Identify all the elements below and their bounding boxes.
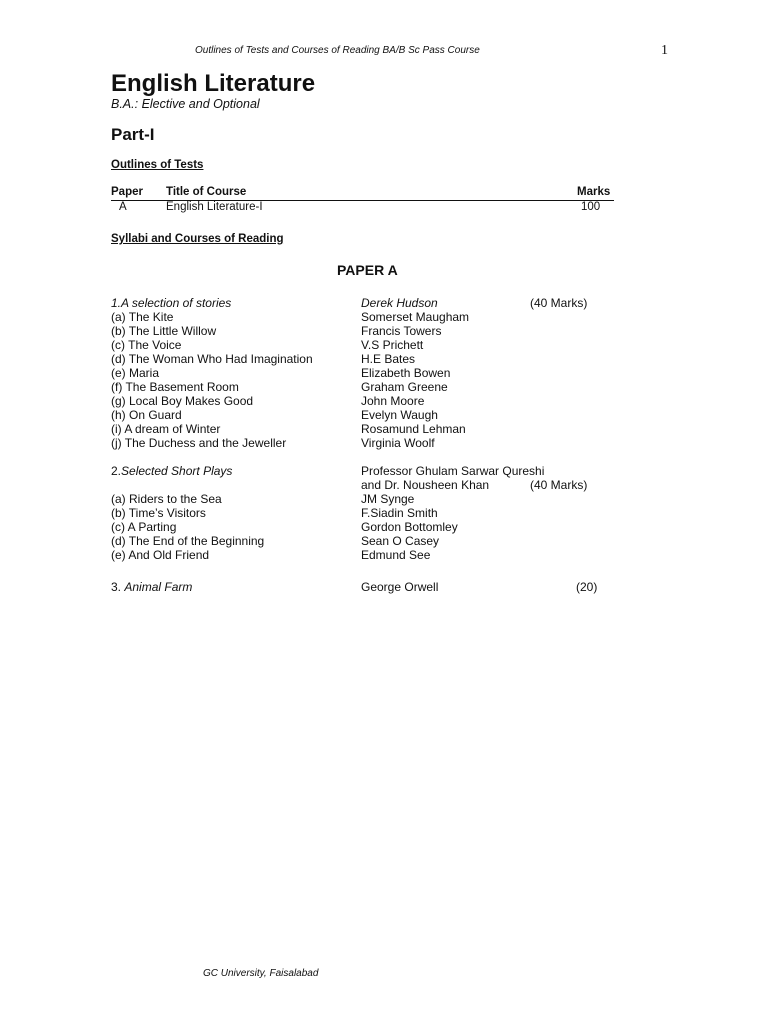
table-cell-marks: 100 [581, 201, 601, 213]
story-author: V.S Prichett [361, 338, 424, 352]
section3-marks: (20) [576, 580, 598, 594]
section1-marks: (40 Marks) [530, 296, 588, 310]
play-title: (e) And Old Friend [111, 548, 210, 562]
story-author: Graham Greene [361, 380, 448, 394]
table-header-marks: Marks [577, 186, 611, 198]
play-author: Gordon Bottomley [361, 520, 458, 534]
part-heading: Part-I [111, 125, 155, 144]
play-author: Sean O Casey [361, 534, 440, 548]
section1-title: 1.A selection of stories [111, 296, 232, 310]
play-author: Edmund See [361, 548, 431, 562]
play-title: (a) Riders to the Sea [111, 492, 222, 506]
story-author: Virginia Woolf [361, 436, 435, 450]
section2-number: 2. [111, 464, 122, 478]
outlines-heading: Outlines of Tests [111, 159, 204, 171]
story-title: (d) The Woman Who Had Imagination [111, 352, 313, 366]
section2-editor-line2: and Dr. Nousheen Khan [361, 478, 490, 492]
section2-editor-line1: Professor Ghulam Sarwar Qureshi [361, 464, 545, 478]
section2-marks: (40 Marks) [530, 478, 588, 492]
story-title: (f) The Basement Room [111, 380, 239, 394]
section3-author: George Orwell [361, 580, 439, 594]
story-author: Evelyn Waugh [361, 408, 438, 422]
document-subtitle: B.A.: Elective and Optional [111, 97, 260, 111]
story-title: (c) The Voice [111, 338, 182, 352]
section2-title: Selected Short Plays [121, 464, 233, 478]
story-author: Elizabeth Bowen [361, 366, 451, 380]
play-title: (d) The End of the Beginning [111, 534, 265, 548]
play-author: F.Siadin Smith [361, 506, 438, 520]
story-title: (j) The Duchess and the Jeweller [111, 436, 287, 450]
section3-heading [111, 580, 192, 594]
play-title: (c) A Parting [111, 520, 177, 534]
story-author: Francis Towers [361, 324, 442, 338]
story-title: (b) The Little Willow [111, 324, 217, 338]
story-author: Rosamund Lehman [361, 422, 466, 436]
story-title: (a) The Kite [111, 310, 174, 324]
section3-title: Animal Farm [124, 580, 193, 594]
section3-number: 3. [111, 580, 122, 594]
table-header-title: Title of Course [166, 186, 247, 198]
page-number: 1 [661, 43, 668, 58]
story-title: (g) Local Boy Makes Good [111, 394, 254, 408]
paper-heading: PAPER A [337, 262, 398, 278]
section1-editor: Derek Hudson [361, 296, 438, 310]
section2-heading [111, 464, 232, 478]
document-title: English Literature [111, 70, 316, 97]
table-cell-title: English Literature-I [166, 201, 263, 213]
story-title: (e) Maria [111, 366, 160, 380]
syllabi-heading: Syllabi and Courses of Reading [111, 233, 284, 245]
story-title: (h) On Guard [111, 408, 182, 422]
table-header-paper: Paper [111, 186, 143, 198]
running-header: Outlines of Tests and Courses of Reading BA/B Sc Pass Course [195, 45, 480, 56]
story-author: H.E Bates [361, 352, 416, 366]
story-author: Somerset Maugham [361, 310, 470, 324]
table-cell-paper: A [119, 201, 127, 213]
play-title: (b) Time’s Visitors [111, 506, 206, 520]
story-author: John Moore [361, 394, 425, 408]
story-title: (i) A dream of Winter [111, 422, 221, 436]
page-footer: GC University, Faisalabad [203, 968, 319, 979]
play-author: JM Synge [361, 492, 415, 506]
